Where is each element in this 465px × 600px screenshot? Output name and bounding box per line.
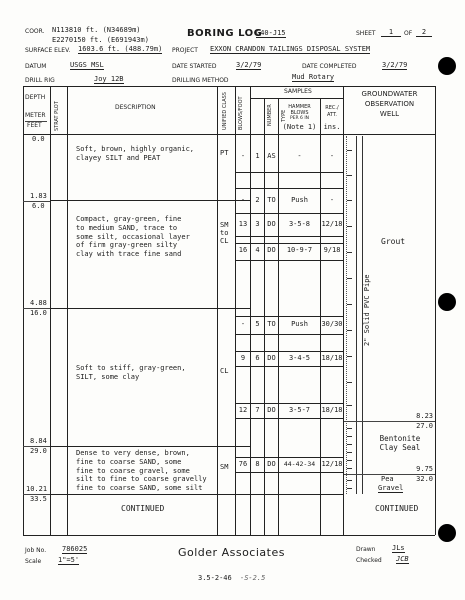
scale-label: Scale [25, 558, 42, 565]
wall-dash-16 [347, 460, 352, 461]
blows-header: BLOWS [290, 110, 309, 116]
job-number-label: Job No. [25, 547, 47, 554]
layer-2-class-to: to [220, 229, 229, 237]
samples-header: SAMPLES [284, 88, 312, 95]
well-borehole-wall [346, 136, 347, 494]
sample-6-blows: 9 [240, 354, 246, 362]
feet-header: FEET [27, 122, 42, 129]
sample-7-rec: 18/18 [321, 406, 343, 414]
surface-elev-label: SURFACE ELEV. [25, 47, 71, 54]
well-depth-9-75-m: 9.75 [416, 465, 433, 473]
well-depth-27-ft: 27.0 [416, 422, 433, 430]
wall-dash-17 [347, 468, 352, 469]
sample-2-blows: - [240, 196, 246, 204]
wall-dash-8 [347, 330, 352, 331]
sample-rule-5b [235, 334, 343, 335]
well-depth-32-ft: 32.0 [416, 475, 433, 483]
sample-rule-8b [235, 472, 343, 473]
col-sep-strat [67, 86, 68, 535]
observation-header: OBSERVATION [364, 100, 415, 108]
blows-foot-header: BLOWS/FOOT [238, 96, 244, 130]
table-top-border [23, 86, 435, 87]
project-label: PROJECT [172, 47, 198, 54]
sample-rule-6b [235, 366, 343, 367]
job-number-value: 786025 [62, 545, 88, 553]
wall-dash-6 [347, 278, 352, 279]
coor-north: N113810 ft. (N34689m) [52, 26, 141, 34]
wall-dash-7 [347, 304, 352, 305]
sample-5-number: 5 [255, 320, 260, 328]
drill-rig-label: DRILL RIG [25, 77, 55, 84]
sample-rule-6a [235, 351, 343, 352]
sample-rule-2a [235, 213, 343, 214]
sample-rule-3a [235, 236, 343, 237]
well-gravel-label: Gravel [378, 484, 404, 492]
layer-boundary-2 [50, 308, 250, 309]
depth-6-ft: 6.0 [32, 202, 45, 210]
hammer-header: HAMMER [288, 104, 311, 110]
depth-4-88-m: 4.88 [30, 299, 47, 307]
binder-hole-bottom [438, 524, 456, 542]
sample-2-rec: - [329, 196, 335, 204]
drawn-value: JLs [392, 544, 405, 552]
depth-8-84-m: 8.84 [30, 437, 47, 445]
page-note: 3.5-2-46 [198, 574, 232, 582]
sample-1-number: 1 [255, 152, 260, 160]
number-header: NUMBER [267, 104, 273, 126]
sample-7-hammer: 3-5-7 [288, 406, 311, 414]
depth-29-ft: 29.0 [30, 447, 47, 455]
table-right-border [435, 86, 436, 535]
sample-1-blows: - [240, 152, 246, 160]
well-depth-8-23-m: 8.23 [416, 412, 433, 420]
sample-1-rec: - [329, 152, 335, 160]
sample-3-type: DO [267, 220, 276, 228]
sample-6-rec: 18/18 [321, 354, 343, 362]
layer-1-class: PT [220, 149, 229, 157]
layer-2-class-sm: SM [220, 221, 229, 229]
sample-2-hammer: Push [291, 196, 308, 204]
binder-hole-top [438, 57, 456, 75]
layer-boundary-1 [50, 200, 250, 201]
col-sep-rec [343, 86, 344, 535]
per-six-in-header: PER 6 IN [289, 116, 310, 121]
sample-5-type: TO [267, 320, 276, 328]
sample-7-type: DO [267, 406, 276, 414]
company-name: Golder Associates [178, 546, 285, 559]
depth-0-ft: 0.0 [32, 135, 45, 143]
wall-dash-15 [347, 452, 352, 453]
log-id: G40-J15 [256, 29, 286, 37]
coor-east: E2270150 ft. (E691943m) [52, 36, 149, 44]
layer-3-description: Soft to stiff, gray-green, SILT, some clay [76, 364, 186, 381]
well-grout-label: Grout [381, 237, 406, 246]
wall-dash-10 [347, 382, 352, 383]
sample-3-rec: 12/18 [321, 220, 343, 228]
groundwater-header: GROUNDWATER [361, 90, 418, 98]
sample-5-blows: - [240, 320, 246, 328]
sample-rule-4b [235, 260, 343, 261]
sample-6-type: DO [267, 354, 276, 362]
sample-7-number: 7 [255, 406, 260, 414]
depth-10-21-m: 10.21 [26, 485, 48, 493]
scale-value: 1"=5' [58, 556, 80, 564]
wall-dash-1 [347, 150, 352, 151]
sample-5-rec: 30/30 [321, 320, 343, 328]
sample-4-hammer: 10-9-7 [286, 246, 313, 254]
well-clay-seal-label: Clay Seal [379, 443, 421, 452]
coor-label: COOR. [25, 28, 45, 35]
wall-dash-2 [347, 175, 352, 176]
header-bottom-border [23, 134, 435, 135]
page-title: BORING LOG [187, 28, 263, 39]
well-pipe-left-wall [356, 136, 357, 494]
sheet-of-label: OF [404, 30, 413, 37]
sample-rule-4a [235, 243, 343, 244]
sample-6-hammer: 3-4-5 [288, 354, 311, 362]
sample-8-blows: 76 [238, 460, 248, 468]
sample-8-hammer: 44-42-34 [283, 460, 316, 468]
drawn-label: Drawn [356, 546, 376, 553]
sample-4-type: DO [267, 246, 276, 254]
wall-dash-9 [347, 356, 352, 357]
well-header: WELL [379, 110, 400, 118]
sample-8-rec: 12/18 [321, 460, 343, 468]
att-header: ATT. [326, 112, 338, 118]
sample-1-type: AS [267, 152, 276, 160]
note-header: (Note 1) [282, 123, 317, 131]
sample-8-number: 8 [255, 460, 260, 468]
sample-1-hammer: - [297, 152, 302, 160]
layer-2-description: Compact, gray-green, fine to medium SAND, trace to some silt, occasional layer of firm gray-green silty clay with trace fine sand [76, 215, 190, 259]
sample-4-rec: 9/18 [323, 246, 341, 254]
drilling-method-value: Mud Rotary [292, 73, 335, 81]
sample-rule-1a [235, 172, 343, 173]
sample-3-hammer: 3-5-8 [288, 220, 311, 228]
col-sep-depth [50, 86, 51, 535]
date-started-label: DATE STARTED [172, 63, 217, 70]
well-pipe-label: 2" Solid PVC Pipe [363, 274, 371, 346]
wall-dash-5 [347, 252, 352, 253]
sheet-number: 1 [381, 29, 401, 37]
date-completed-value: 3/2/79 [382, 61, 408, 69]
well-bentonite-label: Bentonite [379, 434, 421, 443]
sample-3-number: 3 [255, 220, 260, 228]
col-sep-desc [217, 86, 218, 535]
layer-4-description: Dense to very dense, brown, fine to coarse SAND, some fine to coarse gravel, some silt to fine to coarse gravelly fine to coarse SAND, some silt [76, 449, 207, 493]
meter-header: METER [25, 112, 46, 119]
project-value: EXXON CRANDON TAILINGS DISPOSAL SYSTEM [210, 45, 371, 53]
wall-dash-14 [347, 444, 352, 445]
depth-33-5-ft: 33.5 [30, 495, 47, 503]
date-started-value: 3/2/79 [236, 61, 262, 69]
sample-rule-1b [235, 188, 343, 189]
sample-8-type: DO [267, 460, 276, 468]
type-header: TYPE [281, 109, 287, 122]
binder-hole-middle [438, 293, 456, 311]
ins-header: ins. [323, 123, 341, 131]
sheet-total: 2 [416, 29, 432, 37]
table-bottom-border [23, 535, 435, 536]
well-pea-label: Pea [381, 475, 394, 483]
table-left-border [23, 86, 24, 535]
date-completed-label: DATE COMPLETED [302, 63, 357, 70]
depth-16-ft: 16.0 [30, 309, 47, 317]
checked-value: JCB [396, 555, 409, 563]
sample-rule-7b [235, 418, 343, 419]
strat-plot-header: STRAT PLOT [54, 101, 60, 131]
drilling-method-label: DRILLING METHOD [172, 77, 229, 84]
depth-header: DEPTH [25, 94, 46, 101]
sample-rule-7a [235, 403, 343, 404]
checked-label: Checked [356, 557, 382, 564]
wall-dash-13 [347, 436, 352, 437]
sample-2-number: 2 [255, 196, 260, 204]
sample-4-blows: 16 [238, 246, 248, 254]
continued-description: CONTINUED [121, 504, 165, 513]
layer-1-description: Soft, brown, highly organic, clayey SILT and PEAT [76, 145, 195, 162]
wall-dash-18 [347, 480, 352, 481]
wall-dash-3 [347, 200, 352, 201]
datum-value: USGS MSL [70, 61, 104, 69]
depth-1-83-m: 1.83 [30, 192, 47, 200]
description-header: DESCRIPTION [115, 104, 156, 111]
layer-boundary-3 [50, 446, 250, 447]
sample-5-hammer: Push [291, 320, 308, 328]
layer-2-class-cl: CL [220, 237, 229, 245]
page-note-handwritten: -S-2.5 [240, 574, 266, 582]
sample-3-blows: 13 [238, 220, 248, 228]
layer-4-class: SM [220, 463, 229, 471]
sample-rule-8a [235, 457, 343, 458]
layer-3-class: CL [220, 367, 229, 375]
wall-dash-11 [347, 405, 352, 406]
wall-dash-4 [347, 226, 352, 227]
continued-well: CONTINUED [375, 504, 419, 513]
wall-dash-19 [347, 488, 352, 489]
sample-4-number: 4 [255, 246, 260, 254]
sample-rule-5a [235, 316, 343, 317]
layer-boundary-4 [50, 494, 343, 495]
wall-dash-12 [347, 428, 352, 429]
sample-7-blows: 12 [238, 406, 248, 414]
rec-header: REC./ [325, 105, 339, 111]
datum-label: DATUM [25, 63, 47, 70]
sheet-label: SHEET [356, 30, 376, 37]
sample-2-type: TO [267, 196, 276, 204]
surface-elev-value: 1603.6 ft. (488.79m) [78, 45, 163, 53]
drill-rig-value: Joy 12B [94, 75, 124, 83]
unified-class-header: UNIFIED CLASS [222, 92, 228, 130]
sample-6-number: 6 [255, 354, 260, 362]
